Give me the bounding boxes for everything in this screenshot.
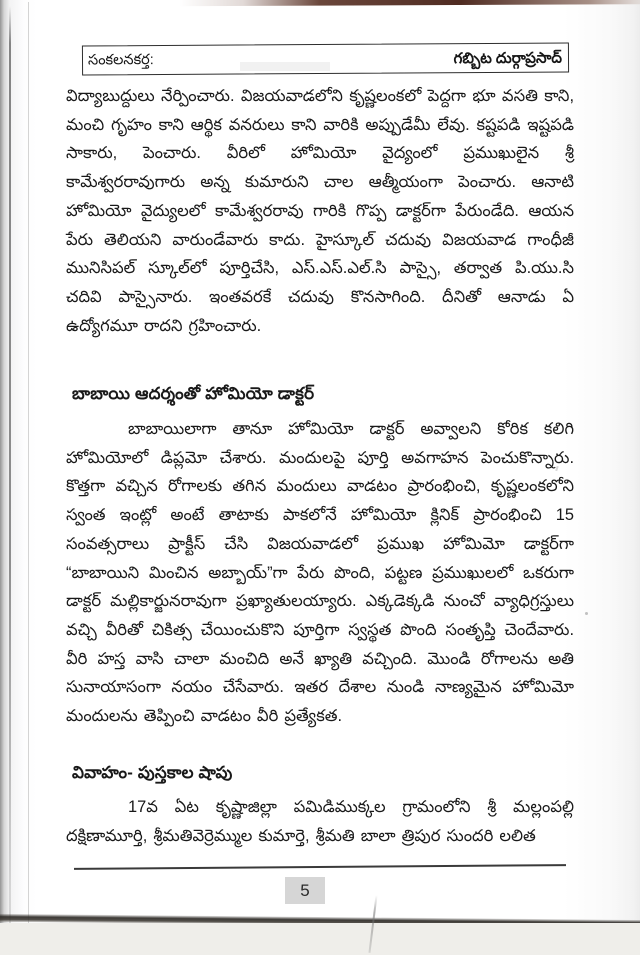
running-header — [82, 43, 569, 76]
scan-speck — [585, 612, 588, 615]
paragraph: 17వ ఏట కృష్ణాజిల్లా పమిడిముక్కల గ్రామంలోని శ్రీ మల్లంపల్లి దక్షిణామూర్తి, శ్రీమతివెర్రెమ్ముల కుమార్తె, శ్రీమతి బాలా త్రిపుర సుందరి లలిత — [66, 798, 574, 846]
scan-page-edge-line — [28, 2, 29, 950]
page-number-box — [285, 877, 325, 904]
paragraph: బాబాయిలాగా తానూ హోమియో డాక్టర్ అవ్వాలని కోరిక కలిగి హోమియోలో డిప్లమో చేశారు. మందులపై పూర్తి అవగాహన పెంచుకొన్నారు. కొత్తగా వచ్చిన రోగాలకు తగిన మందులు వాడటం ప్రారంభించి, కృష్ణలంకలోని స్వంత ఇంట్లో అంటే తాటాకు పాకలోనే హోమియో క్లినిక్ ప్రారంభించి 15 సంవత్సరాలు ప్రాక్టీస్ చేసి విజయవాడలో ప్రముఖ హోమిమో డాక్టర్‌గా “బాబాయిని మించిన అబ్బాయ్”గా పేరు పొంది, పట్టణ ప్రముఖులలో ఒకరుగా డాక్టర్ మల్లికార్జునరావుగా ప్రఖ్యాతులయ్యారు. ఎక్కడెక్కడి నుంచో వ్యాధిగ్రస్తులు వచ్చి వీరితో చికిత్స చేయించుకొని పూర్తిగా స్వస్థత పొంది సంతృప్తి చెందేవారు. వీరి హస్త వాసి చాలా మంచిది అనే ఖ్యాతి వచ్చింది. మొండి రోగాలను అతి సునాయాసంగా నయం చేసేవారు. ఇతర దేశాల నుండి నాణ్యమైన హోమిమో మందులను తెప్పించి వాడటం వీరి ప్రత్యేకత. — [66, 420, 574, 726]
author-name: గబ్బిట దుర్గాప్రసాద్ — [453, 49, 563, 67]
paragraph-spacer — [66, 340, 574, 350]
scan-spine-line — [9, 6, 11, 936]
page-body — [66, 82, 574, 851]
compiler-label: సంకలనకర్త: — [87, 51, 154, 69]
page-number: 5 — [300, 880, 310, 900]
scan-outside-page-area — [0, 923, 640, 955]
section-heading: బాబాయి ఆదర్శంతో హోమియో డాక్టర్ — [72, 384, 315, 404]
section-heading: వివాహం- పుస్తకాల షాపు — [72, 762, 233, 782]
paragraph: విద్యాబుద్దులు నేర్పించారు. విజయవాడలోని కృష్ణలంకలో పెద్దగా భూ వసతి కాని, మంచి గృహం కాని ఆర్థిక వనరులు కాని వారికి అప్పుడేమీ లేవు. కష్టపడి ఇష్టపడి సాకారు, పెంచారు. వీరిలో హోమియో వైద్యంలో ప్రముఖులైన శ్రీ కామేశ్వరరావుగారు అన్న కుమారుని చాల ఆత్మీయంగా పెంచారు. ఆనాటి హోమియో వైద్యులలో కామేశ్వరరావు గారికి గొప్ప డాక్టర్‌గా పేరుండేది. ఆయన పేరు తెలియని వారుండేవారు కాదు. హైస్కూల్ చదువు విజయవాడ గాంధీజీ మునిసిపల్ స్కూల్‌లో పూర్తిచేసి, ఎస్.ఎస్.ఎల్.సి పాస్సై, తర్వాత పి.యు.సి చదివి పాస్సైనారు. ఇంతవరకే చదువు కొనసాగింది. దీనితో ఆనాడు ఏ ఉద్యోగమూ రాదని గ్రహించారు. — [66, 87, 574, 335]
